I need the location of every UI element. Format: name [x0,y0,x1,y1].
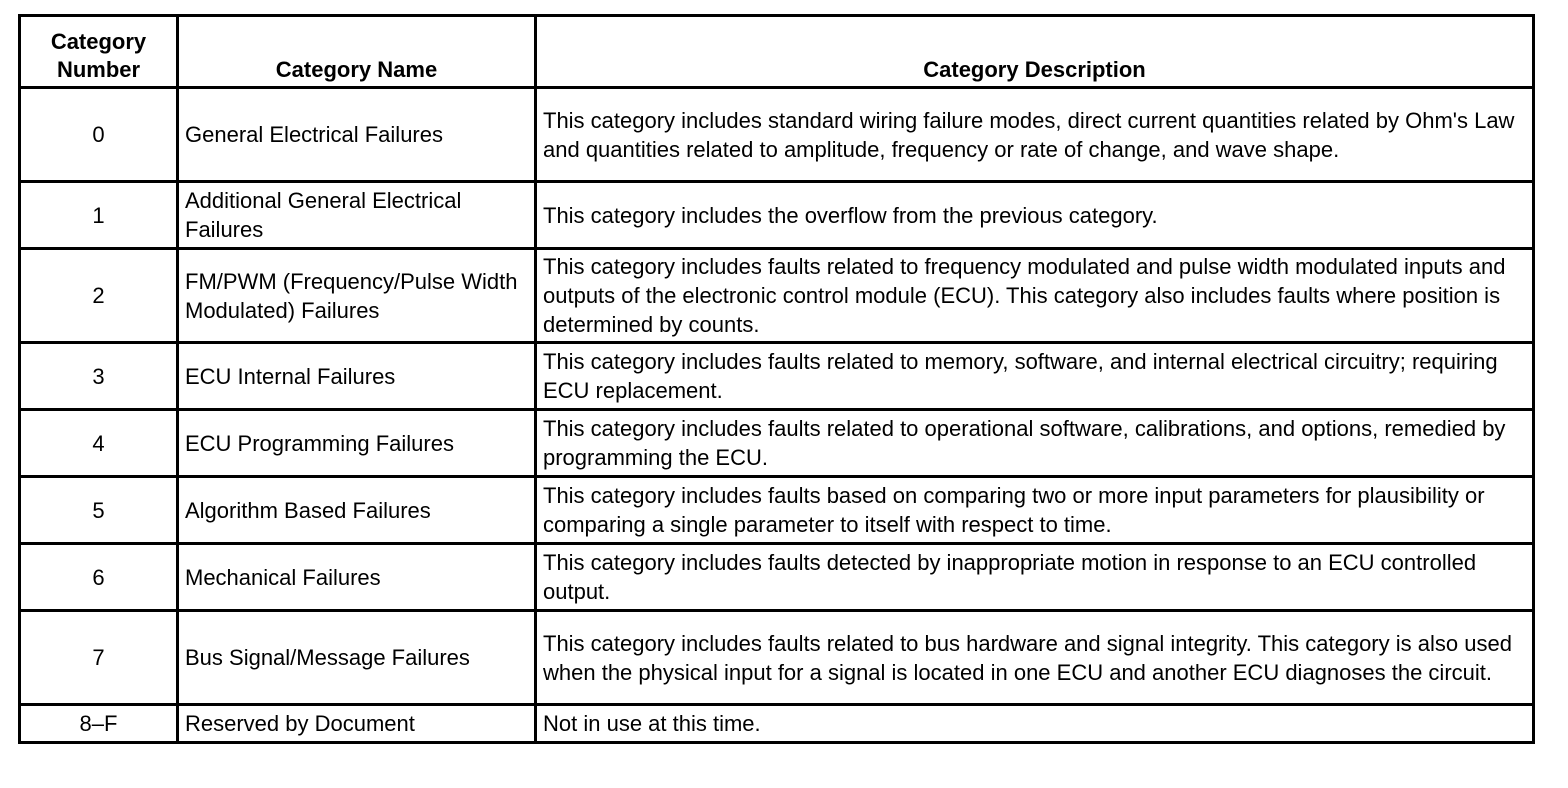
table-header-row [20,16,1534,88]
table-row [20,705,1534,743]
category-name-cell: Reserved by Document [178,705,536,743]
category-number-cell: 2 [20,249,178,343]
header-category-description: Category Description [536,16,1534,88]
category-description-cell: This category includes standard wiring failure modes, direct current quantities related by Ohm's Law and quantities related to amplitude, frequency or rate of change, and wave shape. [536,88,1534,182]
category-description-cell: This category includes faults related to operational software, calibrations, and options, remedied by programming the ECU. [536,410,1534,477]
category-description-cell: This category includes faults based on comparing two or more input parameters for plausibility or comparing a single parameter to itself with respect to time. [536,477,1534,544]
category-number-cell: 0 [20,88,178,182]
table-row [20,410,1534,477]
category-name-cell: ECU Programming Failures [178,410,536,477]
table-row [20,249,1534,343]
category-name-cell: Mechanical Failures [178,544,536,611]
category-number-cell: 6 [20,544,178,611]
category-description-cell: Not in use at this time. [536,705,1534,743]
category-name-cell: ECU Internal Failures [178,343,536,410]
category-name-cell: Bus Signal/Message Failures [178,611,536,705]
table-row [20,88,1534,182]
category-table [18,14,1535,744]
category-description-cell: This category includes faults related to frequency modulated and pulse width modulated inputs and outputs of the electronic control module (ECU). This category also includes faults where position is determined by counts. [536,249,1534,343]
category-description-cell: This category includes faults related to bus hardware and signal integrity. This category is also used when the physical input for a signal is located in one ECU and another ECU diagnoses the circuit. [536,611,1534,705]
category-name-cell: General Electrical Failures [178,88,536,182]
category-name-cell: Additional General Electrical Failures [178,182,536,249]
category-number-cell: 3 [20,343,178,410]
header-category-name: Category Name [178,16,536,88]
category-number-cell: 8–F [20,705,178,743]
category-number-cell: 4 [20,410,178,477]
category-name-cell: FM/PWM (Frequency/Pulse Width Modulated) Failures [178,249,536,343]
table-row [20,477,1534,544]
table-row [20,544,1534,611]
category-number-cell: 1 [20,182,178,249]
category-number-cell: 7 [20,611,178,705]
category-description-cell: This category includes faults related to memory, software, and internal electrical circuitry; requiring ECU replacement. [536,343,1534,410]
category-name-cell: Algorithm Based Failures [178,477,536,544]
table-row [20,182,1534,249]
header-category-number: Category Number [20,16,178,88]
category-description-cell: This category includes the overflow from the previous category. [536,182,1534,249]
category-number-cell: 5 [20,477,178,544]
table-row [20,611,1534,705]
table-row [20,343,1534,410]
category-description-cell: This category includes faults detected by inappropriate motion in response to an ECU controlled output. [536,544,1534,611]
